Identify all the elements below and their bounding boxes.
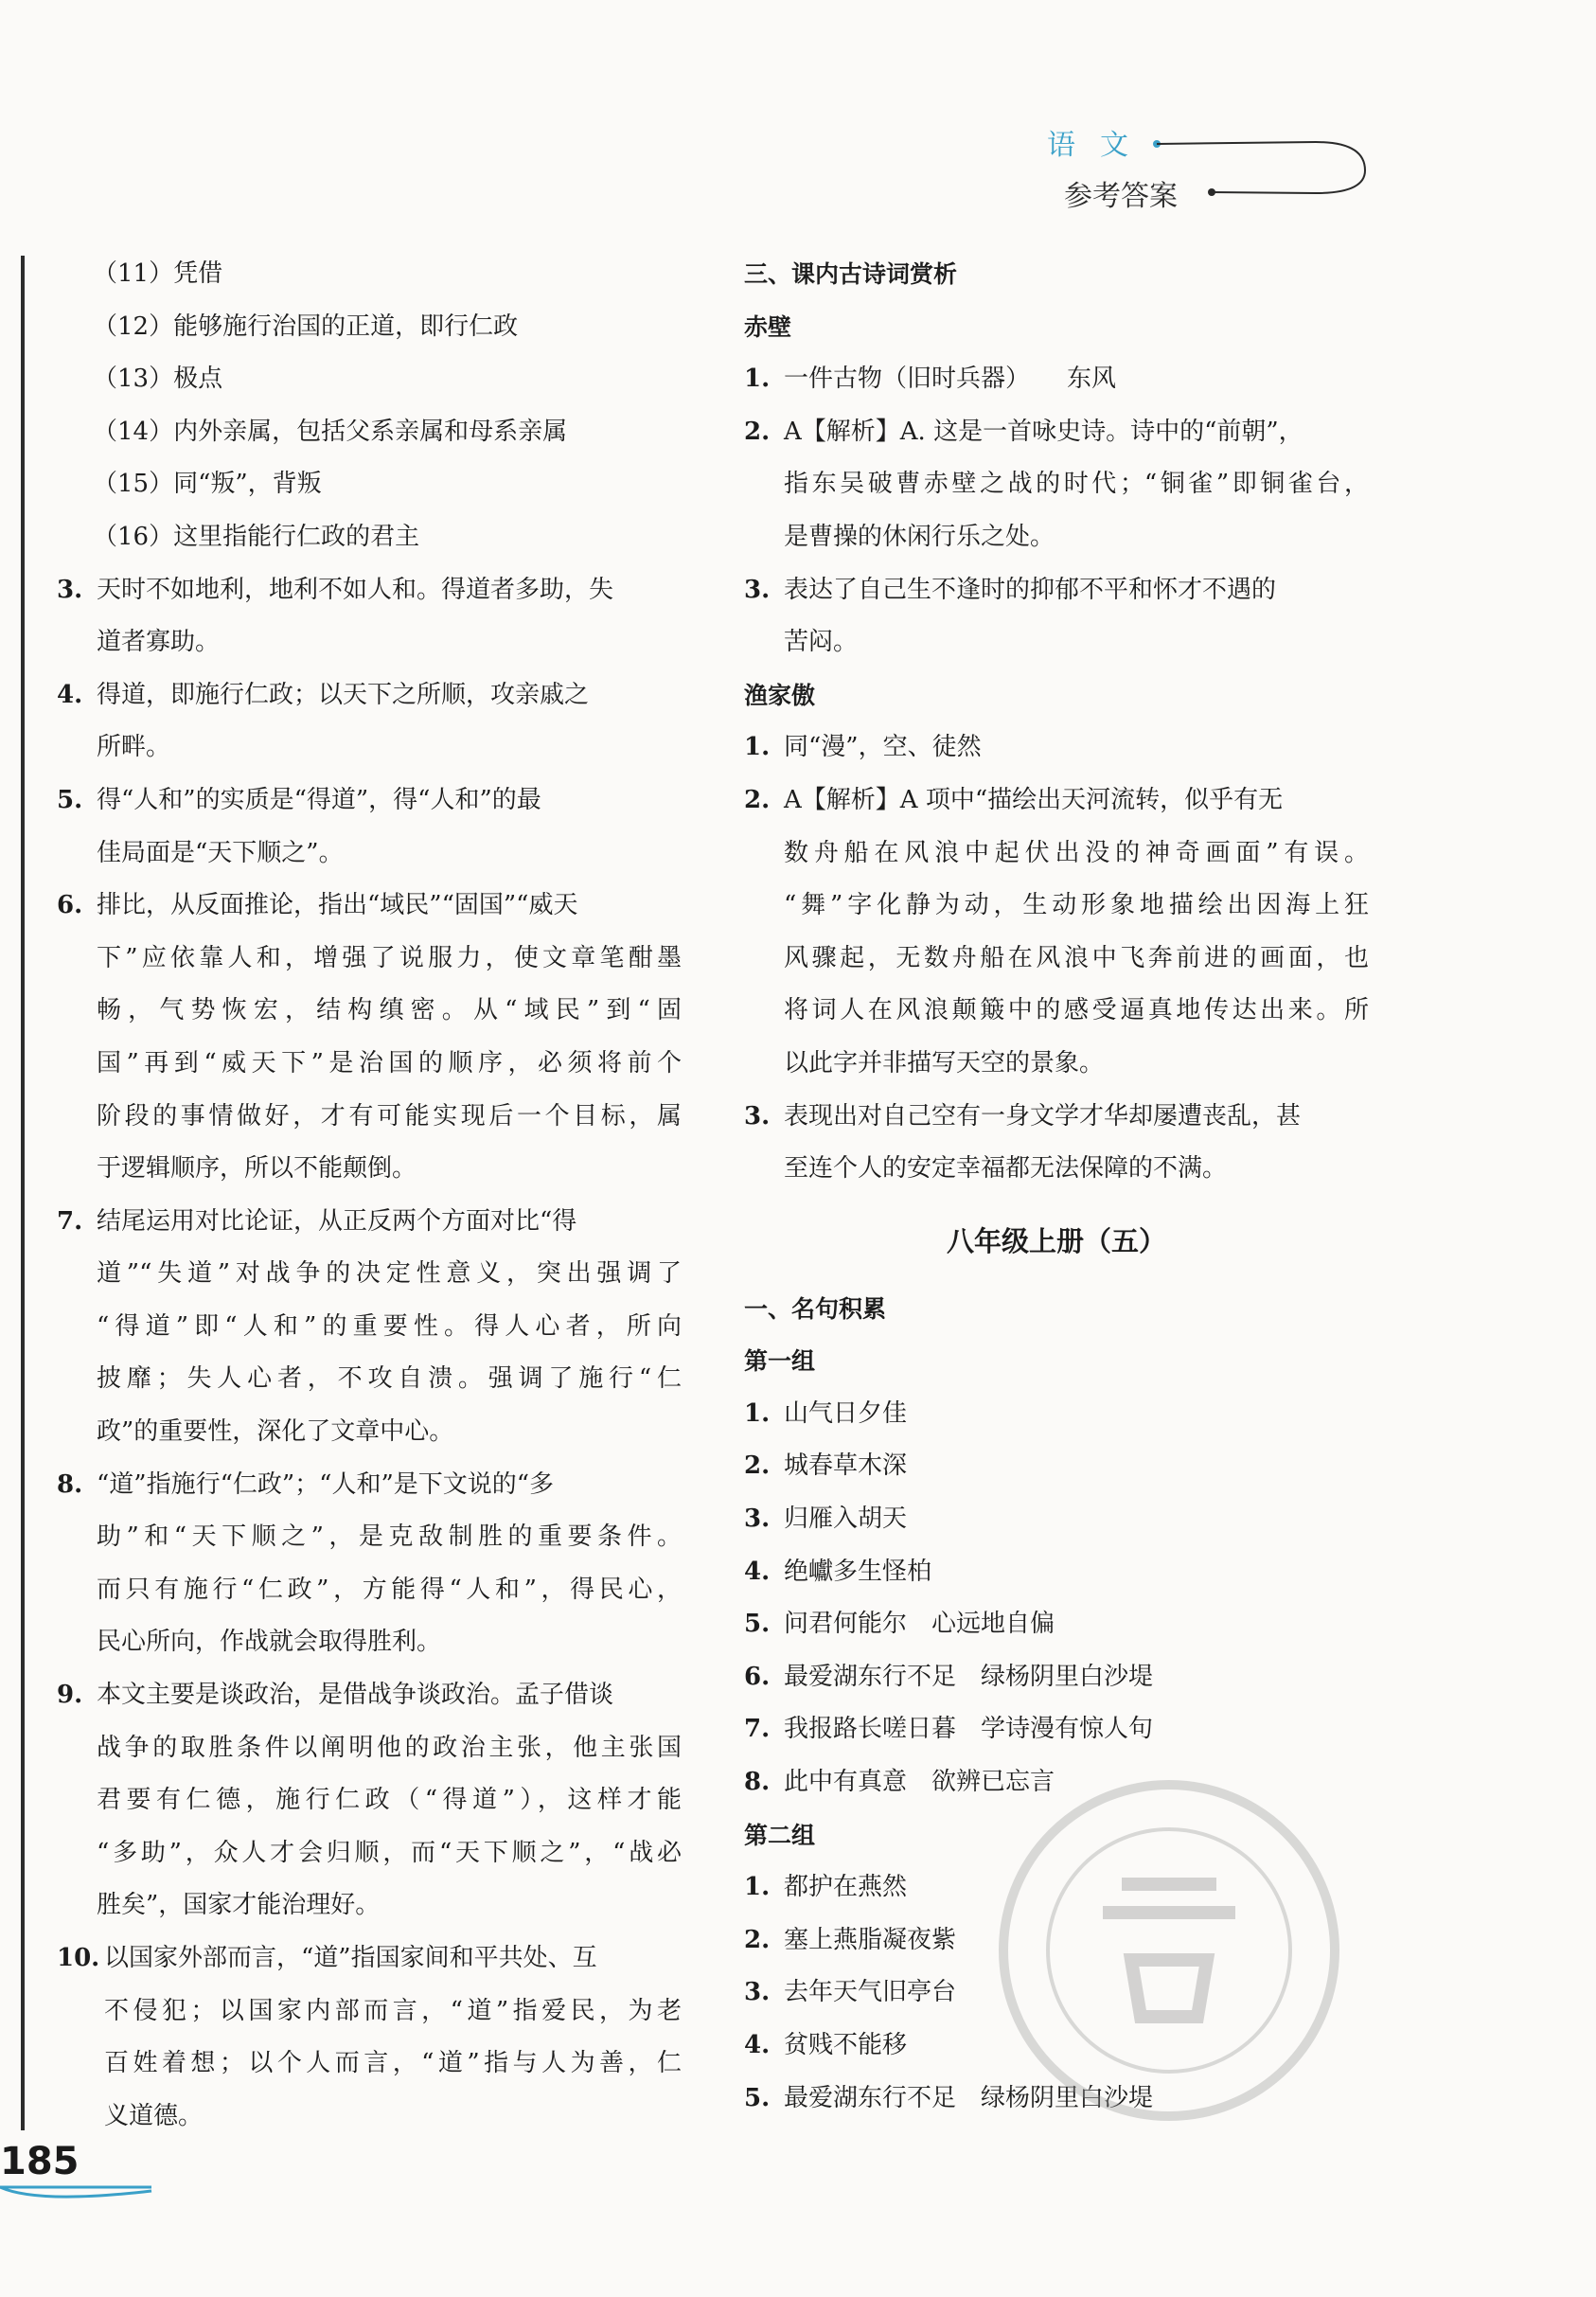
item-text: “道”指施行“仁政”；“人和”是下文说的“多 <box>97 1469 555 1499</box>
answer-line: （16）这里指能行仁政的君主 <box>93 522 420 551</box>
item-number: 2. <box>744 1925 771 1954</box>
item-text: 表达了自己生不逢时的抑郁不平和怀才不遇的 <box>784 575 1277 604</box>
item-number: 4. <box>744 1557 771 1586</box>
item-text: 同“漫”，空、徒然 <box>784 733 982 762</box>
item-number: 7. <box>744 1715 771 1744</box>
answer-line: （14）内外亲属，包括父系亲属和母系亲属 <box>93 417 568 446</box>
item-text: 贫贱不能移 <box>784 2031 908 2059</box>
answer-item-start <box>744 1703 1369 1756</box>
item-number: 1. <box>744 365 771 394</box>
answer-line: 胜矣”，国家才能治理好。 <box>97 1891 381 1920</box>
section-title: 八年级上册（五） <box>946 1224 1166 1257</box>
answer-item-start <box>744 564 1369 617</box>
item-number: 1. <box>744 733 771 762</box>
item-text: A【解析】A 项中“描绘出天河流转，似乎有无 <box>784 785 1284 814</box>
answer-item-start <box>744 1091 1369 1144</box>
item-number: 6. <box>57 891 83 920</box>
item-number: 9. <box>57 1681 83 1710</box>
answer-line: 义道德。 <box>104 2101 204 2130</box>
answer-line: “多助”，众人才会归顺，而“天下顺之”，“战必 <box>97 1838 682 1867</box>
answer-line: 百姓着想；以个人而言，“道”指与人为善，仁 <box>104 2049 682 2078</box>
answer-item-start <box>57 1669 682 1722</box>
item-text: 山气日夕佳 <box>784 1398 908 1428</box>
item-number: 3. <box>744 1505 771 1534</box>
answer-line: 阶段的事情做好，才有可能实现后一个目标，属 <box>97 1101 682 1131</box>
answer-line: 道者寡助。 <box>97 628 221 657</box>
answer-line: （15）同“叛”，背叛 <box>93 470 322 499</box>
answer-item-start <box>744 775 1369 828</box>
item-number: 8. <box>57 1469 83 1499</box>
answer-line: 道”“失道”对战争的决定性意义，突出强调了 <box>97 1259 682 1289</box>
section-heading: 渔家傲 <box>744 681 816 709</box>
subject-label: 语文 <box>1047 129 1153 162</box>
item-text: 最爱湖东行不足 绿杨阴里白沙堤 <box>784 1662 1154 1691</box>
item-number: 3. <box>744 1101 771 1131</box>
answer-line: 以此字并非描写天空的景象。 <box>784 1048 1105 1077</box>
item-number: 4. <box>744 2031 771 2059</box>
item-number: 2. <box>744 1451 771 1481</box>
answer-line: 畅，气势恢宏，结构缜密。从“域民”到“固 <box>97 996 682 1025</box>
item-number: 6. <box>744 1662 771 1691</box>
item-text: A【解析】A. 这是一首咏史诗。诗中的“前朝”， <box>784 417 1303 446</box>
item-number: 3. <box>57 575 83 604</box>
answer-line: 风骤起，无数舟船在风浪中飞奔前进的画面，也 <box>784 943 1369 972</box>
answer-item-start <box>57 775 682 828</box>
answer-item-start <box>744 1546 1369 1599</box>
answer-line: 国”再到“威天下”是治国的顺序，必须将前个 <box>97 1048 682 1077</box>
item-text: 一件古物（旧时兵器） 东风 <box>784 365 1117 394</box>
page-number: 185 <box>0 2140 80 2183</box>
item-text: 排比，从反面推论，指出“域民”“固国”“威天 <box>97 891 578 920</box>
answer-item-start <box>744 1651 1369 1704</box>
section-heading: 第二组 <box>744 1821 816 1849</box>
answer-line: 苦闷。 <box>784 628 859 657</box>
answer-line: 佳局面是“天下顺之”。 <box>97 838 344 867</box>
answer-item-start <box>744 1493 1369 1546</box>
item-number: 1. <box>744 1398 771 1428</box>
item-number: 2. <box>744 785 771 814</box>
answer-item-start <box>744 406 1369 459</box>
answer-item-start <box>744 1388 1369 1441</box>
answer-item-start <box>57 564 682 617</box>
watermark-seal <box>989 1771 1349 2130</box>
answer-line: “得道”即“人和”的重要性。得人心者，所向 <box>97 1311 682 1341</box>
item-number: 1. <box>744 1873 771 1902</box>
item-text: 都护在燕然 <box>784 1873 908 1902</box>
answer-line: 战争的取胜条件以阐明他的政治主张，他主张国 <box>97 1733 682 1762</box>
item-text: 本文主要是谈政治，是借战争谈政治。孟子借谈 <box>97 1681 614 1710</box>
answer-line: 于逻辑顺序，所以不能颠倒。 <box>97 1154 417 1184</box>
item-number: 8. <box>744 1768 771 1797</box>
section-heading: 赤壁 <box>744 312 792 341</box>
item-number: 4. <box>57 680 83 709</box>
answer-line: 指东吴破曹赤壁之战的时代；“铜雀”即铜雀台， <box>784 470 1369 499</box>
item-text: 此中有真意 欲辨已忘言 <box>784 1768 1055 1797</box>
item-text: 城春草木深 <box>784 1451 908 1481</box>
item-text: 去年天气旧亭台 <box>784 1978 957 2007</box>
item-text: 归雁入胡天 <box>784 1505 908 1534</box>
answer-line: 君要有仁德，施行仁政（“得道”），这样才能 <box>97 1786 682 1815</box>
answer-label: 参考答案 <box>1064 180 1178 213</box>
item-number: 10. <box>57 1944 100 1972</box>
answer-line: 至连个人的安定幸福都无法保障的不满。 <box>784 1154 1228 1184</box>
answer-item-start <box>744 1440 1369 1493</box>
answer-line: 助”和“天下顺之”，是克敌制胜的重要条件。 <box>97 1522 682 1552</box>
item-text: 结尾运用对比论证，从正反两个方面对比“得 <box>97 1206 577 1236</box>
item-number: 5. <box>744 2083 771 2112</box>
item-text: 表现出对自己空有一身文学才华却屡遭丧乱，甚 <box>784 1101 1302 1131</box>
item-number: 3. <box>744 1978 771 2007</box>
section-heading: 一、名句积累 <box>744 1294 887 1323</box>
item-text: 天时不如地利，地利不如人和。得道者多助，失 <box>97 575 614 604</box>
answer-item-start <box>57 669 682 722</box>
answer-line: （13）极点 <box>93 365 223 394</box>
answer-line: 是曹操的休闲行乐之处。 <box>784 522 1055 551</box>
item-text: 我报路长嗟日暮 学诗漫有惊人句 <box>784 1715 1154 1744</box>
answer-item-start <box>744 721 1369 775</box>
item-text: 以国家外部而言，“道”指国家间和平共处、互 <box>104 1944 597 1972</box>
item-text: 塞上燕脂凝夜紫 <box>784 1925 957 1954</box>
answer-item-start <box>744 353 1369 406</box>
answer-item-start <box>57 880 682 933</box>
page-number-wave-decoration <box>0 2178 161 2206</box>
answer-line: 将词人在风浪颠簸中的感受逼真地传达出来。所 <box>784 996 1369 1025</box>
answer-item-start <box>57 1459 682 1512</box>
item-number: 5. <box>57 785 83 814</box>
page-header <box>1032 114 1373 213</box>
answer-item-start <box>57 1932 682 1985</box>
answer-line: 不侵犯；以国家内部而言，“道”指爱民，为老 <box>104 1996 682 2025</box>
answer-line: （12）能够施行治国的正道，即行仁政 <box>93 312 519 341</box>
item-text: 绝巘多生怪柏 <box>784 1557 932 1586</box>
answer-line: （11）凭借 <box>93 259 223 288</box>
answer-line: 数舟船在风浪中起伏出没的神奇画面”有误。 <box>784 838 1369 867</box>
answer-line: 而只有施行“仁政”，方能得“人和”，得民心， <box>97 1575 682 1604</box>
item-text: 得“人和”的实质是“得道”，得“人和”的最 <box>97 785 541 814</box>
item-number: 5. <box>744 1610 771 1639</box>
section-heading: 三、课内古诗词赏析 <box>744 260 958 288</box>
answer-item-start <box>744 1598 1369 1651</box>
section-heading: 第一组 <box>744 1347 816 1376</box>
left-column <box>57 248 682 2143</box>
item-text: 问君何能尔 心远地自偏 <box>784 1610 1055 1639</box>
item-text: 得道，即施行仁政；以天下之所顺，攻亲戚之 <box>97 680 590 709</box>
item-text: 最爱湖东行不足 绿杨阴里白沙堤 <box>784 2083 1154 2112</box>
item-number: 3. <box>744 575 771 604</box>
item-number: 2. <box>744 417 771 446</box>
answer-line: 下”应依靠人和，增强了说服力，使文章笔酣墨 <box>97 943 682 972</box>
item-number: 7. <box>57 1206 83 1236</box>
left-margin-rule <box>21 256 25 2130</box>
answer-item-start <box>57 1196 682 1249</box>
answer-line: “舞”字化静为动，生动形象地描绘出因海上狂 <box>784 891 1369 920</box>
answer-line: 披靡；失人心者，不攻自溃。强调了施行“仁 <box>97 1364 682 1394</box>
answer-line: 政”的重要性，深化了文章中心。 <box>97 1417 454 1447</box>
answer-line: 民心所向，作战就会取得胜利。 <box>97 1628 442 1657</box>
answer-line: 所畔。 <box>97 733 171 762</box>
